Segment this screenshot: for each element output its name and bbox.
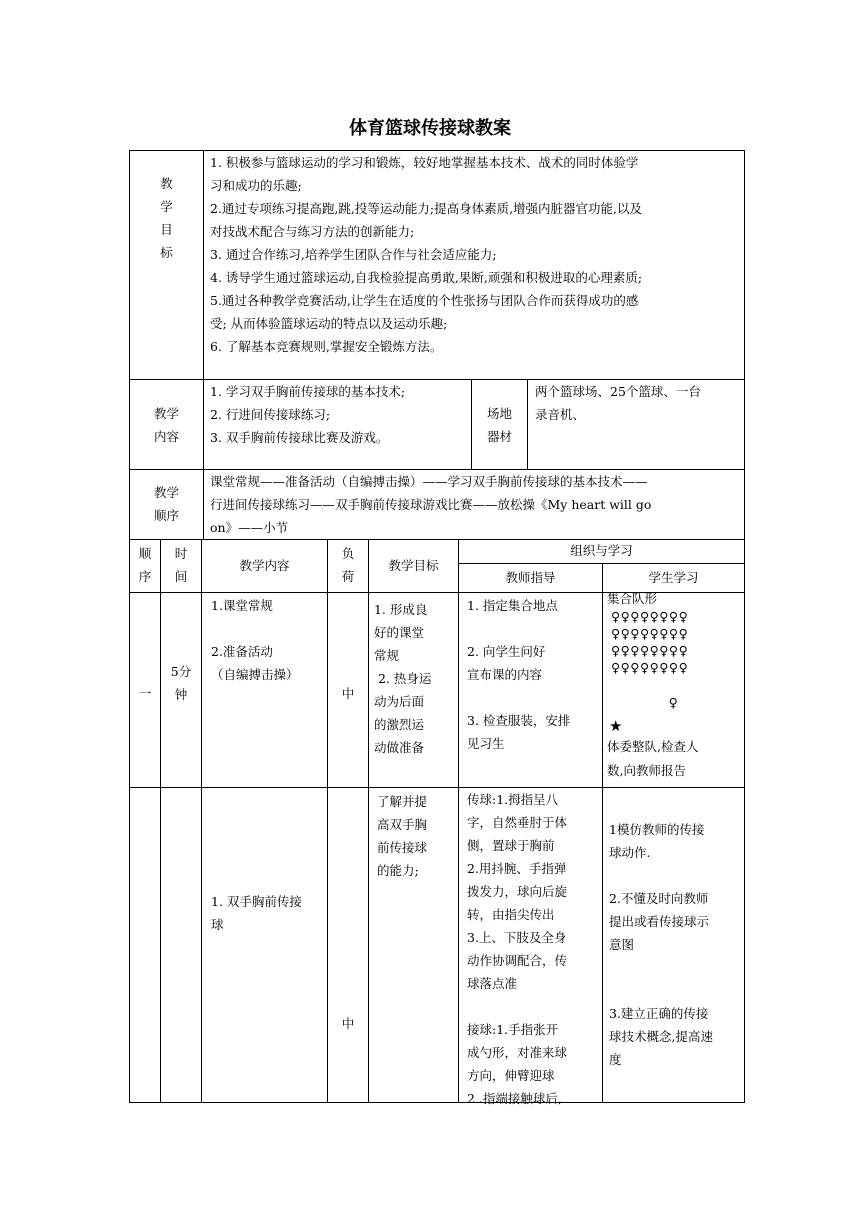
header-content: 教学内容 [239,558,290,573]
row2-load: 中 [341,1016,355,1031]
row1-load: 中 [341,686,355,701]
star-icon: ★ [609,717,623,735]
header-load: 负 荷 [341,546,355,584]
content-text: 1. 学习双手胸前传接球的基本技术; 2. 行进间传接球练习; 3. 双手胸前传接球比赛及游戏。 [210,384,406,445]
row1-order: 一 [138,686,152,701]
header-org: 组织与学习 [570,543,633,558]
row1-goal: 1. 形成良 好的课堂 常规 2. 热身运 动为后面 的激烈运 动做准备 [373,602,432,755]
objectives-text: 1. 积极参与篮球运动的学习和锻炼，较好地掌握基本技术、战术的同时体验学 习和成功的乐趣; 2.通过专项练习提高跑,跳,投等运动能力;提高身体素质,增强内脏器官功能,以及 对技战术配合与练习方法的创新能力; 3. 通过合作练习,培养学生团队合作与社会适应能力; 4. 诱导学生通过篮球运动,自我检验提高勇敢,果断,顽强和积极进取的心理素质; 5.通过各种教学竞赛活动,让学生在适度的个性张扬与团队合作而获得成功的感 受; 从而体验篮球运动的特点以及运动乐趣; 6. 了解基本竞赛规则,掌握安全锻炼方法。 [210,155,643,354]
row1-teacher: 1. 指定集合地点 2. 向学生问好 宣布课的内容 3. 检查服装，安排 见习生 [467,598,571,751]
row1-time: 5分 钟 [170,664,192,702]
header-goal: 教学目标 [388,558,439,573]
venue-label: 场地 器材 [486,406,512,444]
row1-student-text: 体委整队,检查人 数,向教师报告 [607,739,699,778]
venue-text: 两个篮球场、25个篮球、一台 录音机、 [535,384,701,422]
header-order: 顺 序 [138,546,152,584]
sequence-label: 教学 顺序 [153,485,179,523]
row2-content: 1. 双手胸前传接 球 [211,894,302,932]
row2-student: 1模仿教师的传接 球动作. 2.不懂及时向教师 提出或看传接球示 意图 3.建立正确的传接 球技术概念,提高速 度 [609,822,713,1067]
header-student: 学生学习 [648,570,699,585]
sequence-text: 课堂常规——准备活动（自编搏击操）——学习双手胸前传接球的基本技术—— 行进间传接球练习——双手胸前传接球游戏比赛——放松操《My heart will go on》——小节 [210,474,652,535]
header-time: 时 间 [174,546,188,584]
objectives-label: 教 学 目 标 [160,176,173,260]
leader-icon: ♀ [668,695,679,710]
row1-content: 1.课堂常规 2.准备活动 （自编搏击操） [211,598,299,682]
row1-student-title: 集合队形 [607,591,658,606]
page-title: 体育篮球传接球教案 [349,118,511,139]
row2-teacher: 传球:1.拇指呈八 字，自然垂肘于体 侧，置球于胸前 2.用抖腕、手指弹 拨发力，球向后旋 转，由指尖传出 3.上、下肢及全身 动作协调配合，传 球落点准 接球:1.手指张开 成勺形，对准来球 方向，伸臂迎球 2 .指端接触球后, [467,792,568,1106]
content-label: 教学 内容 [153,406,179,444]
header-teacher: 教师指导 [505,570,556,585]
formation-icons: ♀♀♀♀♀♀♀♀ ♀♀♀♀♀♀♀♀ ♀♀♀♀♀♀♀♀ ♀♀♀♀♀♀♀♀ [611,609,689,675]
row2-goal: 了解并提 高双手胸 前传接球 的能力; [377,794,428,878]
